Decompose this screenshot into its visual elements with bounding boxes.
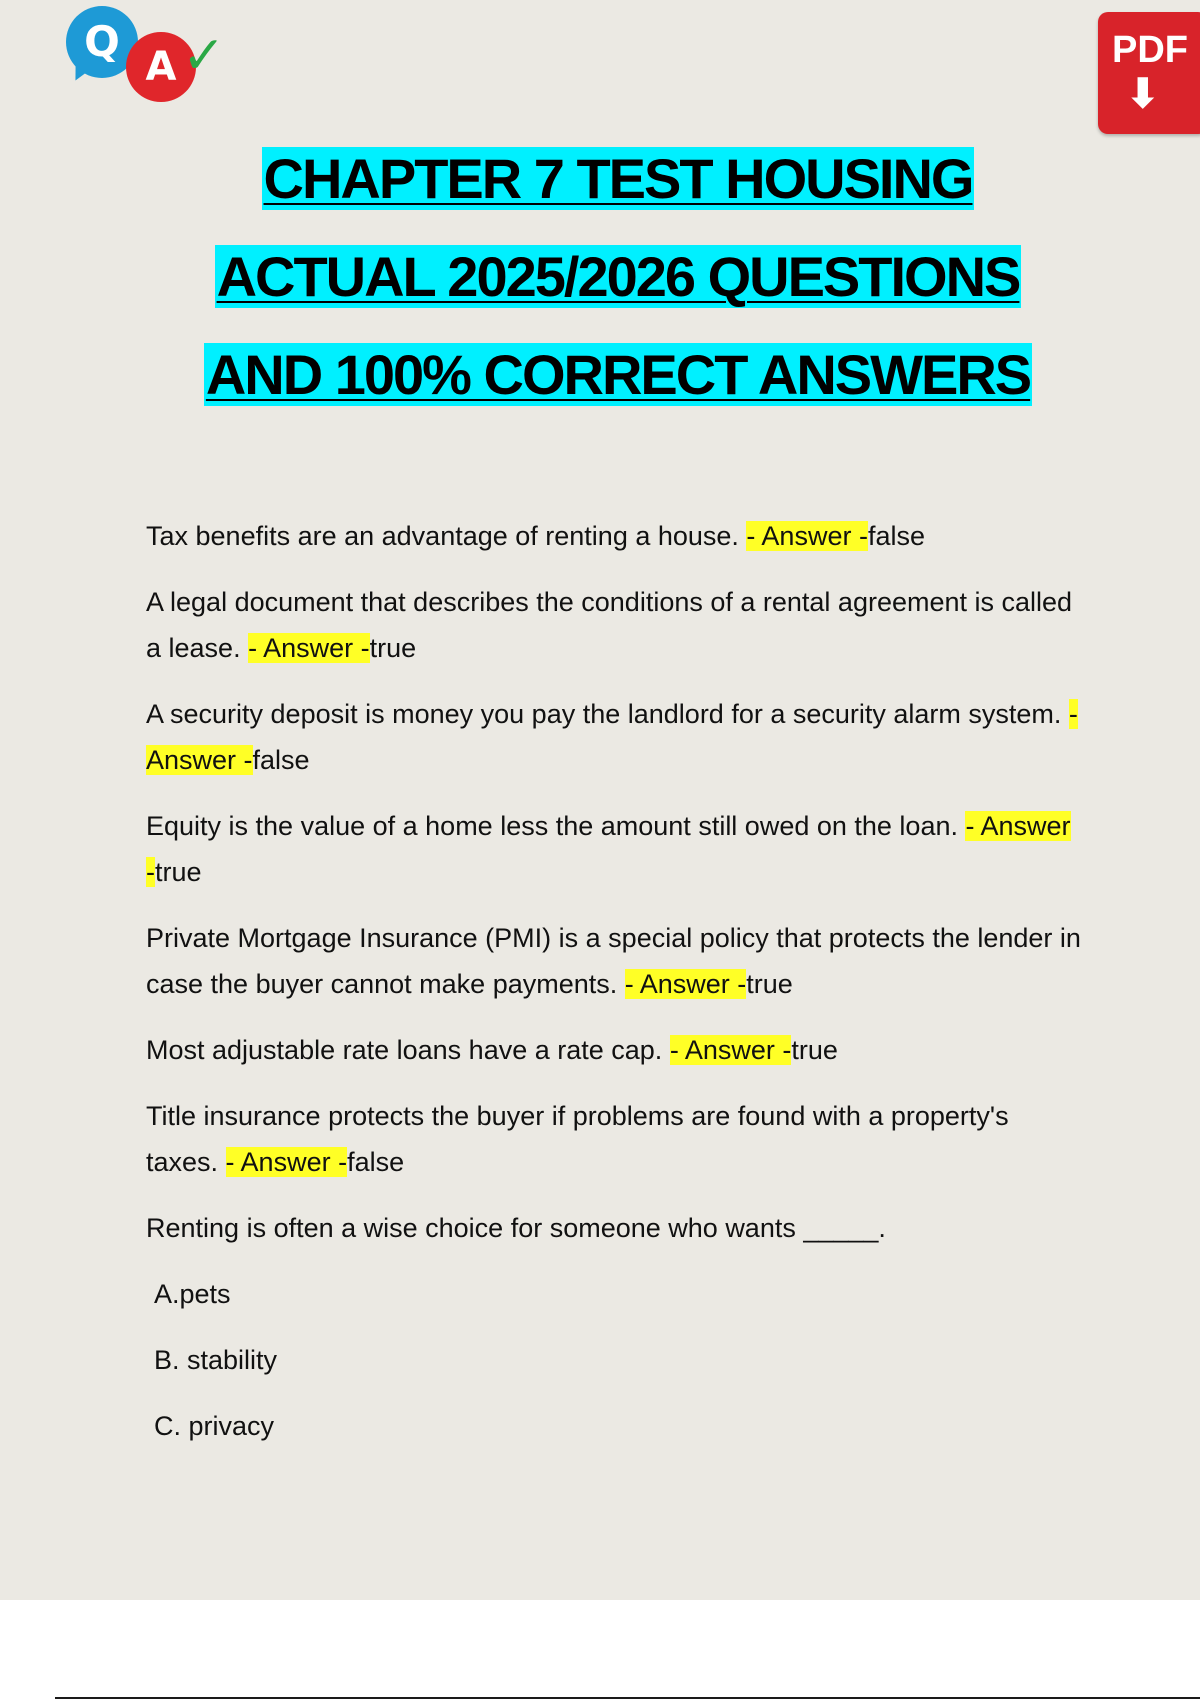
option-a: A.pets [154, 1279, 231, 1309]
qa-item [146, 513, 1086, 559]
answer-marker: - Answer - [669, 1035, 792, 1065]
checkmark-icon: ✓ [182, 26, 226, 86]
answer-marker: - Answer - [146, 811, 1071, 887]
answer-value: true [791, 1035, 838, 1065]
answer-value: true [369, 633, 417, 663]
qa-list [146, 513, 1086, 1469]
bottom-divider [55, 1697, 1200, 1699]
answer-marker: - Answer - [624, 969, 747, 999]
option-c: C. privacy [154, 1411, 275, 1441]
answer-value: true [746, 969, 793, 999]
answer-marker: - Answer - [746, 521, 868, 551]
a-bubble-icon: A [126, 32, 196, 102]
qa-item [146, 579, 1086, 671]
final-question-text: Renting is often a wise choice for someone who wants _____. [146, 1213, 886, 1243]
qa-item [146, 1027, 1086, 1073]
pdf-label: PDF [1112, 29, 1188, 71]
download-arrow-icon: ⬇ [1126, 72, 1160, 116]
answer-value: false [867, 521, 925, 551]
question-text: A legal document that describes the conditions of a rental agreement is called a lease. [146, 587, 1073, 663]
pdf-download-button[interactable] [1098, 12, 1200, 134]
answer-value: false [347, 1147, 405, 1177]
question-text: A security deposit is money you pay the landlord for a security alarm system. [146, 699, 1069, 729]
option-b: B. stability [154, 1345, 278, 1375]
question-text: Equity is the value of a home less the amount still owed on the loan. [146, 811, 966, 841]
question-text: Private Mortgage Insurance (PMI) is a special policy that protects the lender in case the buyer cannot make payments. [146, 923, 1081, 999]
q-bubble-icon: Q [66, 6, 138, 78]
qa-item [146, 691, 1086, 783]
title-line-1: CHAPTER 7 TEST HOUSING [263, 147, 973, 210]
answer-marker: - Answer - [248, 633, 370, 663]
qa-item [146, 803, 1086, 895]
answer-value: false [252, 745, 310, 775]
qa-item [146, 1093, 1086, 1185]
answer-marker: - Answer - [146, 699, 1078, 775]
answer-marker: - Answer - [225, 1147, 348, 1177]
answer-value: true [155, 857, 202, 887]
document-title [0, 138, 1200, 432]
qa-item [146, 915, 1086, 1007]
title-line-2: ACTUAL 2025/2026 QUESTIONS [216, 245, 1020, 308]
question-text: Tax benefits are an advantage of renting a house. [146, 521, 747, 551]
title-line-3: AND 100% CORRECT ANSWERS [205, 343, 1031, 406]
qa-logo [66, 6, 236, 102]
question-text: Title insurance protects the buyer if problems are found with a property's taxes. [146, 1101, 1009, 1177]
question-text: Most adjustable rate loans have a rate cap. [146, 1035, 670, 1065]
